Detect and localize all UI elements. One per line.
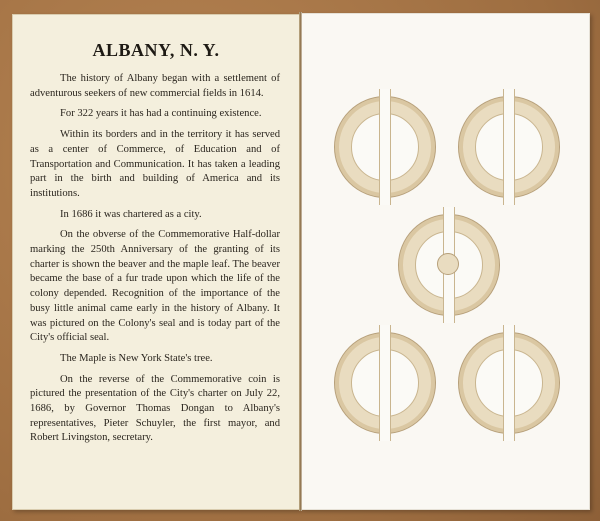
- card-fold: [299, 12, 302, 511]
- coin-slot-top-left[interactable]: [334, 96, 436, 198]
- card-title: ALBANY, N. Y.: [92, 40, 220, 60]
- coin-slot-bottom-right[interactable]: [458, 332, 560, 434]
- paragraph: For 322 years it has had a continuing existence.: [60, 108, 262, 120]
- paragraph: On the reverse of the Commemorative coin is pictured the presentation of the City's charter on July 22, 1686, by Governor Thomas Dongan to Albany's representatives, Pieter Schuyler, the first mayor, and Robert Livingston, secretary.: [30, 373, 280, 444]
- coin-slot-top-right[interactable]: [458, 96, 560, 198]
- coin-slit: [503, 325, 515, 441]
- coin-slit: [379, 325, 391, 441]
- paragraph: The Maple is New York State's tree.: [60, 352, 213, 364]
- coin-slot-bottom-left[interactable]: [334, 332, 436, 434]
- card-body: [30, 72, 280, 452]
- paragraph: The history of Albany began with a settlement of adventurous seekers of new commercial fields in 1614.: [30, 73, 280, 99]
- paragraph: Within its borders and in the territory it has served as a center of Commerce, of Education and of Transportation and Communication. It has taken a leading part in the birth and building of America and its institutions.: [30, 129, 280, 199]
- coin-slit: [379, 89, 391, 205]
- paragraph: On the obverse of the Commemorative Half-dollar marking the 250th Anniversary of the granting of its charter is shown the beaver and the maple leaf. The beaver became the base of a fur trade upon which the life of the colony depended. Recognition of the importance of the busy little animal came early in the history of Albany. It was pictured on the Colony's seal and is today part of the City's official seal.: [30, 229, 280, 344]
- center-punch-hole: [437, 253, 459, 275]
- paragraph: In 1686 it was chartered as a city.: [60, 208, 202, 220]
- coin-slit: [503, 89, 515, 205]
